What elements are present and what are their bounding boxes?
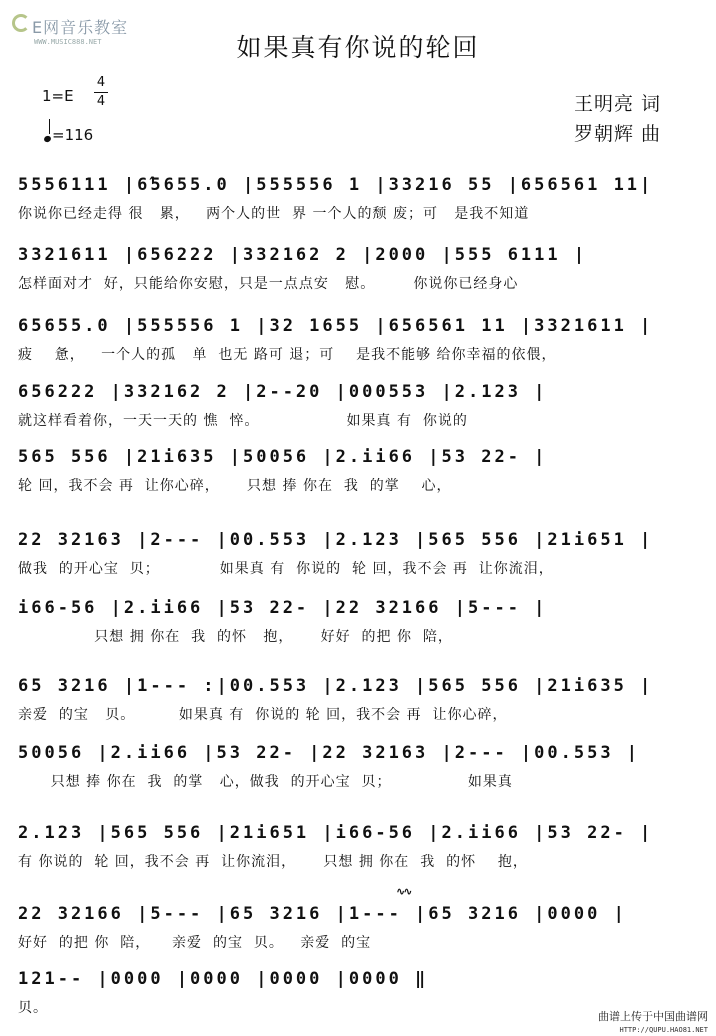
- tempo-label: =116: [52, 126, 94, 144]
- lyric-line: 有 你说的 轮 回，我不会 再 让你流泪， 只想 拥 你在 我 的怀 抱，: [18, 854, 528, 870]
- lyric-line: 怎样面对才 好，只能给你安慰，只是一点点安 慰。 你说你已经身心: [18, 276, 519, 292]
- score-system-1: [18, 170, 698, 230]
- lyric-line: 你说你已经走得 很 累， 两个人的世 界 一个人的颓 废；可 是我不知道: [18, 206, 530, 222]
- lyric-line: 只想 拥 你在 我 的怀 抱， 好好 的把 你 陪，: [18, 629, 453, 645]
- score-system-2: [18, 240, 698, 300]
- score-system-4: [18, 377, 698, 437]
- lyric-line: 疲 惫， 一个人的孤 单 也无 路可 退；可 是我不能够 给你幸福的依偎，: [18, 347, 557, 363]
- score-system-8: [18, 671, 698, 731]
- key-signature: [42, 75, 106, 109]
- time-numerator: 4: [96, 75, 106, 90]
- notation-line: 65655.0 |555556 1 |32 1655 |656561 11 |3321611 |: [18, 316, 654, 336]
- notation-line: 565 556 |21i635 |50056 |2.ii66 |53 22- |: [18, 447, 548, 467]
- notation-line: 656222 |332162 2 |2--20 |000553 |2.123 |: [18, 382, 548, 402]
- score-system-3: [18, 311, 698, 371]
- composer-credit: 罗朝辉 曲: [574, 123, 662, 145]
- lyric-line: 只想 捧 你在 我 的掌 心，做我 的开心宝 贝； 如果真: [18, 774, 513, 790]
- score-system-9: [18, 738, 698, 798]
- score-system-5: [18, 442, 698, 502]
- tempo-marking: [44, 125, 93, 144]
- notation-line: 22 32166 |5--- |65 3216 |1--- |65 3216 |0000 |: [18, 904, 627, 924]
- song-title: 如果真有你说的轮回: [236, 33, 480, 62]
- lyric-line: 就这样看着你，一天一天的 憔 悴。 如果真 有 你说的: [18, 413, 468, 429]
- notation-line: 3321611 |656222 |332162 2 |2000 |555 6111 |: [18, 245, 588, 265]
- time-denominator: 4: [96, 94, 106, 109]
- time-signature: [94, 75, 108, 110]
- logo-text: E网音乐教室: [32, 18, 129, 37]
- score-system-10: [18, 818, 698, 878]
- score-system-11: [18, 899, 698, 959]
- notation-line: 121-- |0000 |0000 |0000 |0000 ‖: [18, 969, 429, 989]
- notation-line: 2.123 |565 556 |21i651 |i66-56 |2.ii66 |53 22- |: [18, 823, 654, 843]
- footer-source: 曲谱上传于中国曲谱网: [598, 1010, 708, 1023]
- key-label: 1=E: [42, 87, 74, 105]
- quarter-note-icon: [43, 135, 52, 143]
- notation-line: 22 32163 |2--- |00.553 |2.123 |565 556 |21i651 |: [18, 530, 654, 550]
- lyric-line: 好好 的把 你 陪， 亲爱 的宝 贝。 亲爱 的宝: [18, 935, 372, 951]
- logo-url: WWW.MUSIC888.NET: [34, 38, 102, 46]
- score-system-7: [18, 593, 698, 653]
- lyric-line: 轮 回，我不会 再 让你心碎， 只想 捧 你在 我 的掌 心，: [18, 478, 452, 494]
- notation-line: i66-56 |2.ii66 |53 22- |22 32166 |5--- |: [18, 598, 548, 618]
- lyric-line: 贝。: [18, 1000, 48, 1016]
- lyric-line: 做我 的开心宝 贝； 如果真 有 你说的 轮 回，我不会 再 让你流泪，: [18, 561, 554, 577]
- lyricist-credit: 王明亮 词: [574, 93, 662, 115]
- footer-url: HTTP://QUPU.HAO81.NET: [619, 1026, 708, 1034]
- notation-line: 50056 |2.ii66 |53 22- |22 32163 |2--- |00.553 |: [18, 743, 641, 763]
- mordent-icon: ∿∿: [396, 885, 411, 898]
- notation-line: 65 3216 |1--- :|00.553 |2.123 |565 556 |21i635 |: [18, 676, 654, 696]
- lyric-line: 亲爱 的宝 贝。 如果真 有 你说的 轮 回，我不会 再 让你心碎，: [18, 707, 508, 723]
- score-system-12: [18, 964, 698, 1024]
- score-system-6: [18, 525, 698, 585]
- notation-line: 5556111 |6̂5655.0 |555556 1 |33216 55 |656561 11|: [18, 175, 654, 195]
